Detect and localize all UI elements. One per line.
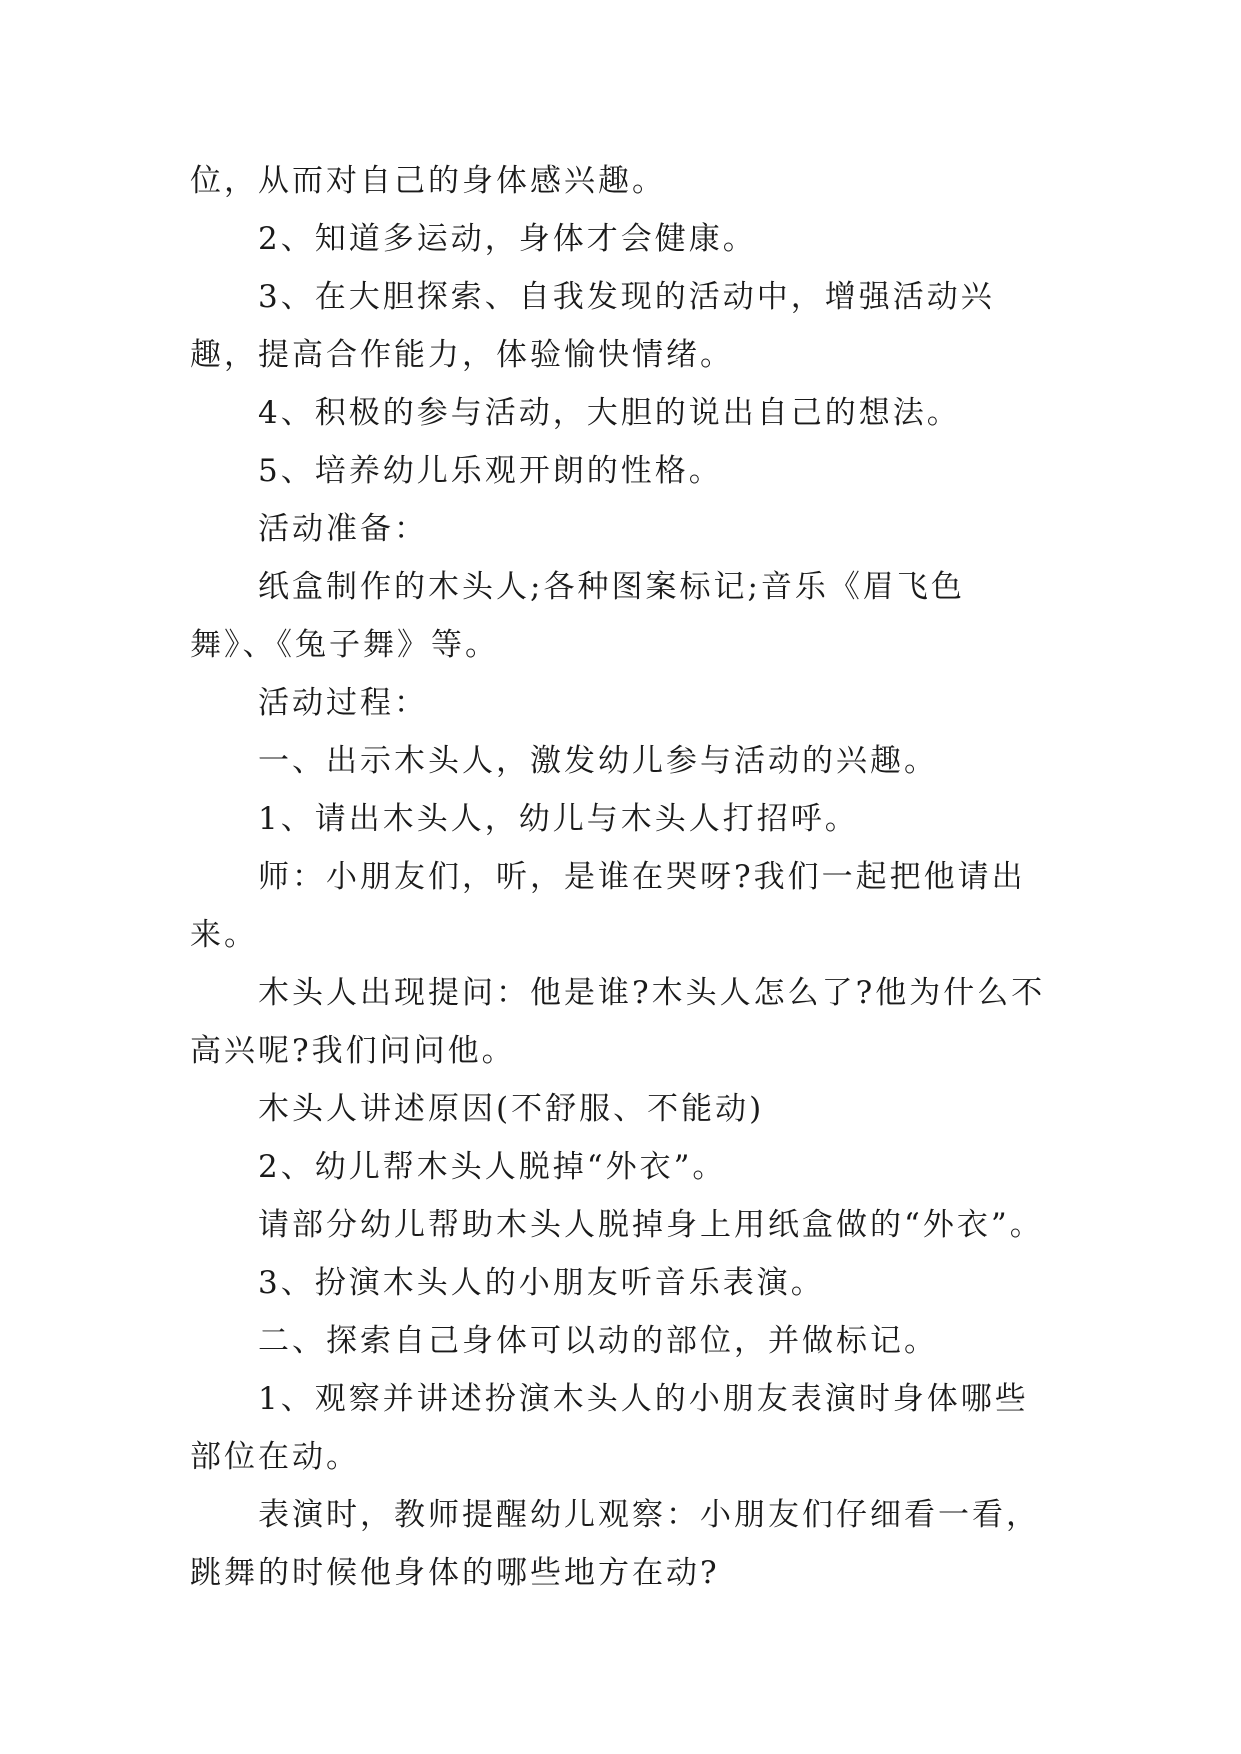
paragraph: 木头人讲述原因(不舒服、不能动) xyxy=(258,1091,765,1127)
paragraph: 1、请出木头人，幼儿与木头人打招呼。 xyxy=(258,801,859,837)
paragraph: 表演时，教师提醒幼儿观察：小朋友们仔细看一看，跳舞的时候他身体的哪些地方在动? xyxy=(190,1497,1040,1591)
paragraph: 请部分幼儿帮助木头人脱掉身上用纸盒做的“外衣”。 xyxy=(258,1207,1044,1243)
paragraph: 纸盒制作的木头人;各种图案标记;音乐《眉飞色舞》、《兔子舞》等。 xyxy=(190,569,965,663)
paragraph: 4、积极的参与活动，大胆的说出自己的想法。 xyxy=(258,395,961,431)
paragraph: 2、幼儿帮木头人脱掉“外衣”。 xyxy=(258,1149,727,1185)
paragraph: 2、知道多运动，身体才会健康。 xyxy=(258,221,757,257)
paragraph: 位，从而对自己的身体感兴趣。 xyxy=(190,163,666,199)
paragraph: 师：小朋友们，听，是谁在哭呀?我们一起把他请出来。 xyxy=(190,859,1026,953)
section-heading: 活动准备： xyxy=(258,511,428,547)
section-heading: 活动过程： xyxy=(258,685,428,721)
paragraph: 二、探索自己身体可以动的部位，并做标记。 xyxy=(258,1323,938,1359)
paragraph: 木头人出现提问：他是谁?木头人怎么了?他为什么不高兴呢?我们问问他。 xyxy=(190,975,1046,1069)
paragraph: 3、扮演木头人的小朋友听音乐表演。 xyxy=(258,1265,825,1301)
paragraph: 5、培养幼儿乐观开朗的性格。 xyxy=(258,453,723,489)
paragraph: 3、在大胆探索、自我发现的活动中，增强活动兴趣，提高合作能力，体验愉快情绪。 xyxy=(190,279,995,373)
paragraph: 一、出示木头人，激发幼儿参与活动的兴趣。 xyxy=(258,743,938,779)
document-body xyxy=(190,152,1050,1602)
paragraph: 1、观察并讲述扮演木头人的小朋友表演时身体哪些部位在动。 xyxy=(190,1381,1029,1475)
